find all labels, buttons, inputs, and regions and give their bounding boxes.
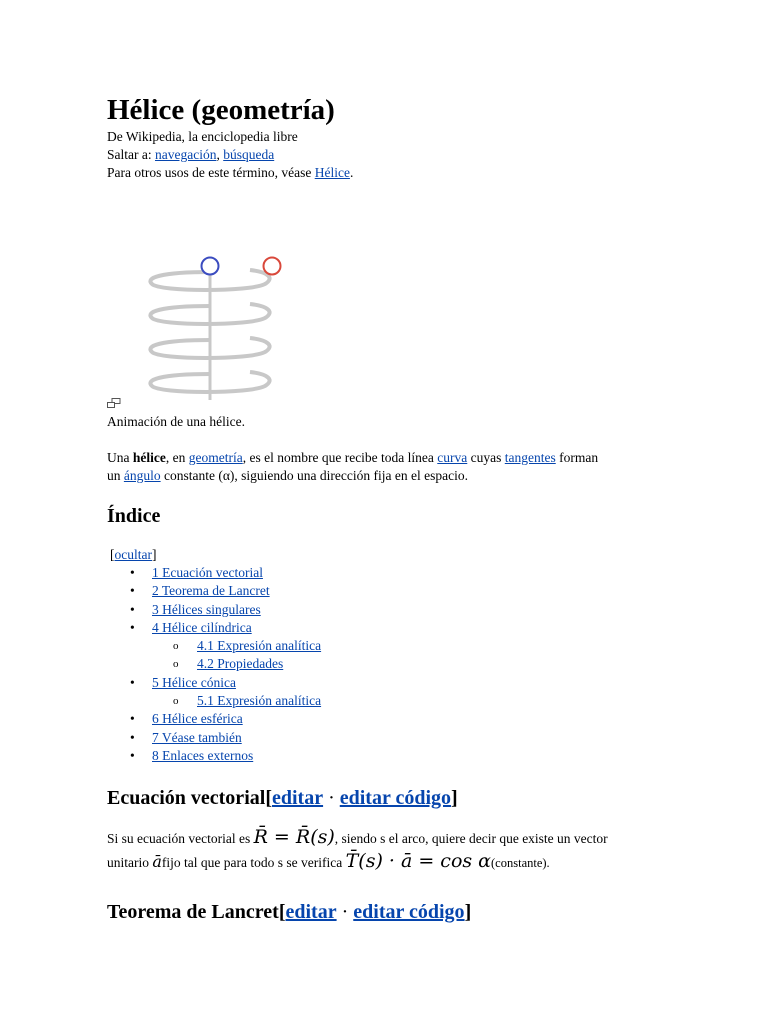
toc-bracket-close: ]: [151, 547, 157, 562]
toc-item: [130, 619, 321, 637]
edit-separator: ·: [323, 787, 340, 809]
intro-text: constante (α), siguiendo una dirección fija en el espacio.: [160, 468, 468, 483]
toc-link[interactable]: 3 Hélices singulares: [152, 601, 261, 617]
intro-text: , en: [165, 450, 189, 465]
jump-links: [107, 146, 274, 164]
section-heading-ecuacion: Ecuación vectorial[editar · editar código]: [107, 787, 458, 809]
toc-link[interactable]: 1 Ecuación vectorial: [152, 565, 263, 580]
edit-link[interactable]: editar: [285, 901, 337, 923]
intro-text: , es el nombre que recibe toda línea: [242, 450, 438, 465]
edit-source-link[interactable]: editar código: [339, 787, 452, 809]
figure-caption: Animación de una hélice.: [107, 414, 245, 429]
circle-bullet-icon: o: [173, 658, 179, 671]
section1-line-2: [107, 852, 550, 872]
intro-text: un: [107, 468, 124, 483]
disc-bullet-icon: •: [130, 583, 135, 599]
toc-link[interactable]: 4.2 Propiedades: [197, 656, 284, 672]
toc-link[interactable]: 7 Véase también: [152, 729, 242, 745]
jump-separator: ,: [216, 147, 224, 162]
section-title: Teorema de Lancret: [107, 901, 279, 923]
toc-heading: Índice: [107, 505, 161, 527]
toc-link[interactable]: 5 Hélice cónica: [152, 674, 236, 690]
jump-search-link[interactable]: búsqueda: [223, 147, 275, 162]
toc-hide-link[interactable]: ocultar: [114, 547, 152, 562]
toc-item: [130, 655, 321, 673]
body-text: Si su ecuación vectorial es: [107, 831, 254, 846]
toc-item: [130, 692, 321, 710]
formula-unit-vector: ā: [152, 852, 162, 871]
blue-point: [202, 258, 219, 275]
body-text: (constante).: [491, 856, 550, 870]
toc-link[interactable]: 5.1 Expresión analítica: [197, 693, 322, 709]
disc-bullet-icon: •: [130, 711, 135, 727]
intro-line-2: [107, 467, 468, 485]
toc-item: [130, 747, 321, 765]
link-geometria[interactable]: geometría: [188, 450, 243, 465]
hatnote-suffix: .: [349, 165, 354, 180]
helix-animation-image: [140, 250, 300, 400]
hatnote-link[interactable]: Hélice: [314, 165, 350, 180]
edit-separator: ·: [336, 901, 354, 923]
toc-link[interactable]: 8 Enlaces externos: [152, 747, 254, 763]
red-point: [264, 258, 281, 275]
toc-toggle: [110, 546, 156, 564]
section-title: Ecuación vectorial: [107, 787, 266, 809]
toc-link[interactable]: 6 Hélice esférica: [152, 711, 243, 727]
disc-bullet-icon: •: [130, 565, 135, 580]
toc-item: [130, 637, 321, 655]
jump-navigation-link[interactable]: navegación: [154, 147, 217, 162]
disc-bullet-icon: •: [130, 729, 135, 745]
site-subtitle: De Wikipedia, la enciclopedia libre: [107, 129, 298, 144]
toc-item: [130, 674, 321, 692]
formula-tangent-condition: T̄(s) · ā = cos α: [345, 850, 492, 872]
section-heading-lancret: Teorema de Lancret[editar · editar código]: [107, 901, 472, 923]
toc-item: [130, 710, 321, 728]
body-text: unitario: [107, 855, 153, 870]
link-angulo[interactable]: ángulo: [123, 468, 161, 483]
disc-bullet-icon: •: [130, 601, 135, 617]
enlarge-icon[interactable]: [107, 395, 121, 405]
intro-text: cuyas: [467, 450, 505, 465]
intro-bold-term: hélice: [132, 450, 166, 465]
toc-link[interactable]: 4.1 Expresión analítica: [197, 638, 322, 654]
toc-link[interactable]: 4 Hélice cilíndrica: [152, 619, 252, 635]
edit-source-link[interactable]: editar código: [353, 901, 465, 923]
toc-item: [130, 601, 321, 619]
circle-bullet-icon: o: [173, 640, 179, 653]
toc-list: [130, 564, 321, 765]
intro-text: forman: [555, 450, 599, 465]
intro-line-1: [107, 449, 598, 467]
circle-bullet-icon: o: [173, 695, 179, 708]
link-tangentes[interactable]: tangentes: [504, 450, 556, 465]
disc-bullet-icon: •: [130, 619, 135, 635]
toc-item: [130, 729, 321, 747]
disc-bullet-icon: •: [130, 747, 135, 763]
body-text: , siendo s el arco, quiere decir que existe un vector: [334, 831, 608, 846]
toc-item: [130, 564, 321, 582]
section1-line-1: [107, 828, 608, 848]
toc-link[interactable]: 2 Teorema de Lancret: [152, 583, 270, 599]
helix-figure: [140, 250, 300, 400]
body-text: fijo tal que para todo s se verifica: [161, 855, 346, 870]
link-curva[interactable]: curva: [437, 450, 468, 465]
formula-vector-equation: R̄ = R̄(s): [253, 826, 335, 848]
jump-prefix: Saltar a:: [107, 147, 155, 162]
hatnote-text: Para otros usos de este término, véase: [107, 165, 315, 180]
edit-link[interactable]: editar: [271, 787, 324, 809]
toc-bracket-open: [: [110, 547, 115, 562]
toc-item: [130, 582, 321, 600]
intro-text: Una: [107, 450, 133, 465]
disc-bullet-icon: •: [130, 674, 135, 690]
hatnote: [107, 164, 353, 182]
page-title: Hélice (geometría): [107, 94, 335, 126]
